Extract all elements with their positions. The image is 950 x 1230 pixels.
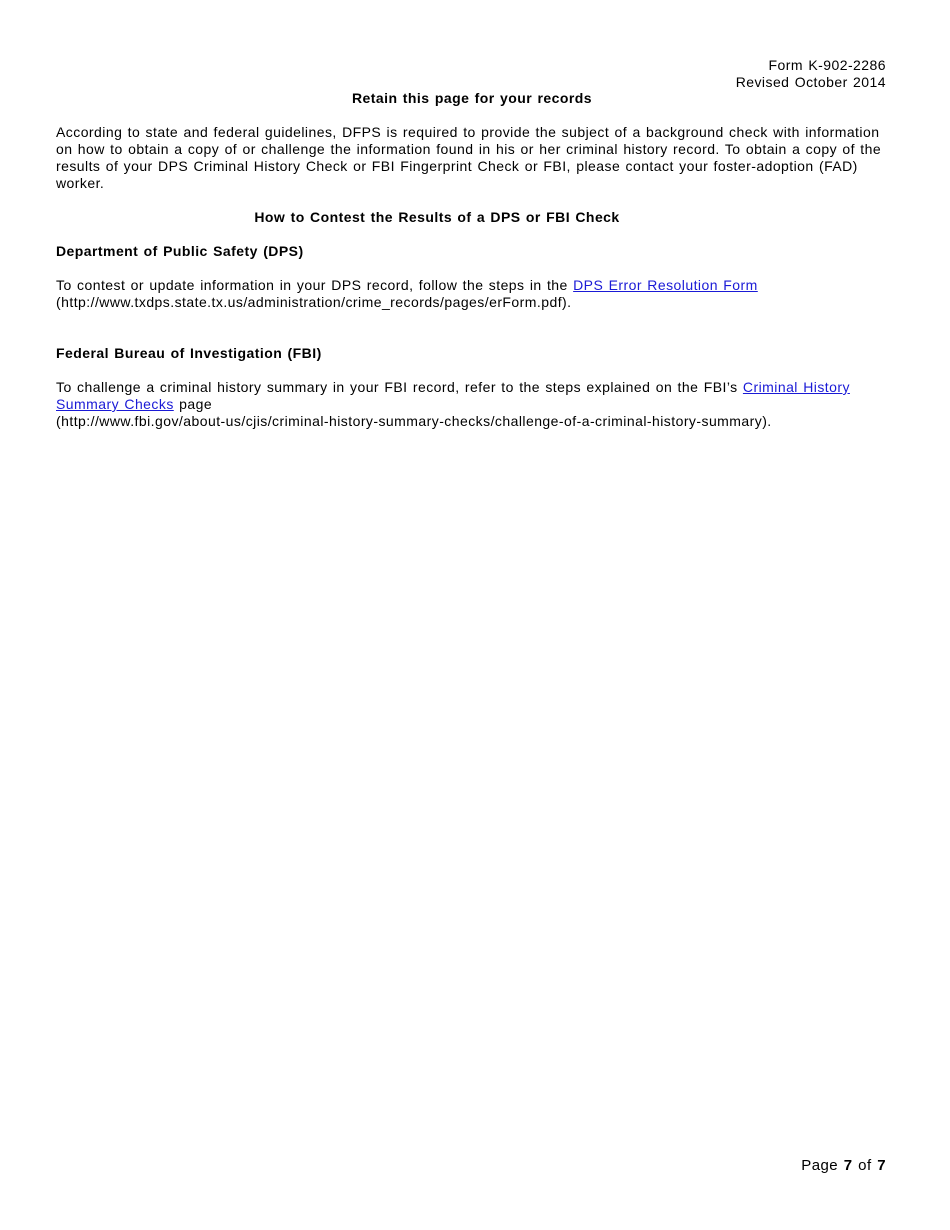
intro-paragraph: According to state and federal guidelines, DFPS is required to provide the subject of a background check with information on how to obtain a copy of or challenge the information found in his or her criminal history record. To obtain a copy of the results of your DPS Criminal History Check or FBI Fingerprint Check or FBI, please contact your foster-adoption (FAD) worker. bbox=[56, 124, 882, 191]
page-word: Page bbox=[801, 1157, 839, 1174]
fbi-text-after-link: page bbox=[173, 396, 213, 412]
total-pages-number: 7 bbox=[877, 1157, 886, 1174]
current-page-number: 7 bbox=[843, 1157, 853, 1174]
dps-paragraph bbox=[56, 277, 896, 311]
of-word: of bbox=[858, 1157, 872, 1174]
dps-url-text: (http://www.txdps.state.tx.us/administration/crime_records/pages/erForm.pdf). bbox=[56, 294, 572, 310]
dps-text: To contest or update information in your DPS record, follow the steps in the bbox=[56, 277, 574, 293]
form-header bbox=[736, 57, 886, 91]
criminal-history-summary-link[interactable]: Criminal History Summary Checks bbox=[56, 379, 850, 412]
dps-heading: Department of Public Safety (DPS) bbox=[56, 243, 304, 259]
dps-error-resolution-link[interactable]: DPS Error Resolution Form bbox=[573, 277, 758, 293]
fbi-url-text: (http://www.fbi.gov/about-us/cjis/criminal-history-summary-checks/challenge-of-a-criminal-history-summary). bbox=[56, 413, 772, 429]
page-footer bbox=[801, 1157, 886, 1175]
retain-title: Retain this page for your records bbox=[351, 90, 592, 106]
fbi-heading: Federal Bureau of Investigation (FBI) bbox=[56, 345, 322, 361]
contest-heading: How to Contest the Results of a DPS or FBI Check bbox=[254, 209, 620, 225]
form-number: Form K-902-2286 bbox=[768, 57, 886, 73]
fbi-text: To challenge a criminal history summary in your FBI record, refer to the steps explained on the FBI’s bbox=[56, 379, 743, 395]
fbi-paragraph bbox=[56, 379, 896, 430]
revision-date: Revised October 2014 bbox=[735, 74, 886, 90]
